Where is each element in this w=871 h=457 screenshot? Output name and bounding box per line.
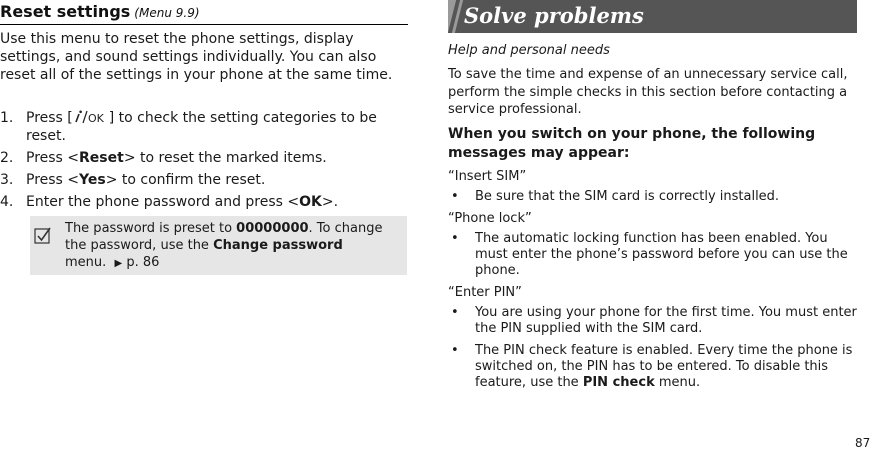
arrow-icon: ▶ xyxy=(114,258,123,269)
message-group xyxy=(448,285,858,391)
menu-reference: (Menu 9.9) xyxy=(134,6,200,20)
title-rule xyxy=(0,24,408,25)
step-item: 3. Press <Yes> to confirm the reset. xyxy=(0,172,266,188)
note-box xyxy=(30,216,407,275)
messages-heading: When you switch on your phone, the following messages may appear: xyxy=(448,126,816,161)
section-subtitle: Help and personal needs xyxy=(448,43,610,58)
message-title: “Enter PIN” xyxy=(448,285,522,300)
section-banner xyxy=(448,0,857,33)
svg-text:OK: OK xyxy=(87,112,104,124)
message-title: “Insert SIM” xyxy=(448,169,527,184)
step-item: 4. Enter the phone password and press <OK>. xyxy=(0,194,339,210)
step-item: 1. Press [ OK ] to check the setting categories to be reset. xyxy=(0,110,377,144)
bullet-item: • You are using your phone for the first time. You must enter the PIN supplied with the SIM card. xyxy=(451,305,857,336)
section-title: Reset settings (Menu 9.9) xyxy=(0,2,200,21)
section-intro: To save the time and expense of an unnecessary service call, perform the simple checks in this section before contacting a service professional. xyxy=(448,67,848,117)
message-group xyxy=(448,169,858,205)
note-text: The password is preset to 00000000. To change the password, use the Change password menu. ▶ p. 86 xyxy=(65,221,383,270)
section-intro: Use this menu to reset the phone settings, display settings, and sound settings individually. You can also reset all of the settings in your phone at the same time. xyxy=(0,31,393,83)
message-group xyxy=(448,211,858,279)
steps-list xyxy=(0,109,406,215)
page-number: 87 xyxy=(855,436,871,450)
banner-title: Solve problems xyxy=(464,3,644,28)
checkmark-icon xyxy=(34,226,52,244)
i-ok-key-icon xyxy=(73,110,109,124)
bullet-item: • The PIN check feature is enabled. Every time the phone is switched on, the PIN has to be entered. To disable this feature, use the PIN check menu. xyxy=(451,343,853,390)
page-reference: p. 86 xyxy=(126,255,160,270)
message-title: “Phone lock” xyxy=(448,211,532,226)
bullet-item: • Be sure that the SIM card is correctly installed. xyxy=(451,189,780,204)
bullet-item: • The automatic locking function has been enabled. You must enter the phone’s password before you can use the phone. xyxy=(451,231,848,278)
messages-list xyxy=(448,169,858,397)
step-item: 2. Press <Reset> to reset the marked items. xyxy=(0,150,327,166)
